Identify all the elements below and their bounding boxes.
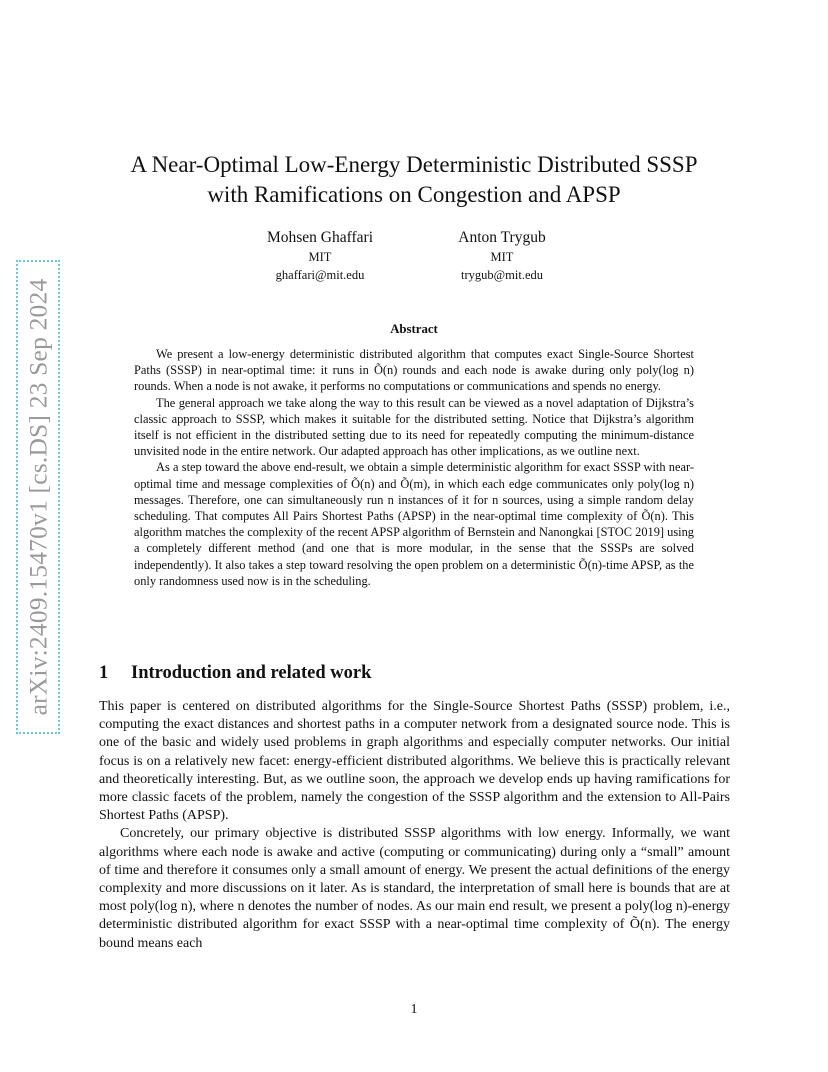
author-name: Mohsen Ghaffari [266,229,374,246]
author-1 [220,228,420,284]
author-name: Anton Trygub [458,229,546,246]
author-affiliation: MIT [308,250,332,264]
body-text [99,698,730,953]
section-heading [99,663,371,684]
author-2 [402,228,602,284]
abstract-paragraph: As a step toward the above end-result, we obtain a simple deterministic algorithm for exact SSSP with near-optimal time and message complexities of Õ(n) and Õ(m), in which each edge communicates only poly(log n) messages. Therefore, one can simultaneously run n instances of it for n sources, using a simple random delay scheduling. That computes All Pairs Shortest Paths (APSP) in the near-optimal time complexity of Õ(n). This algorithm matches the complexity of the recent APSP algorithm of Bernstein and Nanongkai [STOC 2019] using a completely different method (and one that is more modular, in the sense that the SSSPs are solved independently). It also takes a step toward resolving the open problem on a deterministic Õ(n)-time APSP, as the only randomness used now is in the scheduling. [134,460,694,588]
body-paragraph: This paper is centered on distributed algorithms for the Single-Source Shortest Paths (SSSP) problem, i.e., computing the exact distances and shortest paths in a computer network from a designated source node. This is one of the basic and widely used problems in graph algorithms and especially computer networks. Our initial focus is on a relatively new facet: energy-efficient distributed algorithms. We believe this is practically relevant and theoretically interesting. But, as we outline soon, the approach we develop ends up having ramifications for more classic facets of the problem, namely the congestion of the SSSP algorithm and the extension to All-Pairs Shortest Paths (APSP). [99,699,730,824]
abstract-paragraph: We present a low-energy deterministic distributed algorithm that computes exact Single-Source Shortest Paths (SSSP) in near-optimal time: it runs in Õ(n) rounds and each node is awake during only poly(log n) rounds. When a node is not awake, it performs no computations or communications and spends no energy. [134,347,694,394]
title-line-1: A Near-Optimal Low-Energy Deterministic Distributed SSSP [130,152,698,177]
author-email[interactable]: ghaffari@mit.edu [275,268,365,282]
paper-title [0,150,828,210]
arxiv-identifier-text: arXiv:2409.15470v1 [cs.DS] 23 Sep 2024 [23,278,53,716]
page-number: 1 [410,1002,418,1017]
author-affiliation: MIT [490,250,514,264]
abstract-heading: Abstract [390,322,438,336]
abstract-body [134,346,694,589]
section-title: Introduction and related work [131,663,372,683]
title-line-2: with Ramifications on Congestion and APSP [207,182,621,207]
abstract-paragraph: The general approach we take along the way to this result can be viewed as a novel adaptation of Dijkstra’s classic approach to SSSP, which makes it suitable for the distributed setting. Notice that Dijkstra’s algorithm itself is not efficient in the distributed setting due to its need for repeatedly computing the minimum-distance unvisited node in the entire network. Our adapted approach has other implications, as we outline next. [134,395,694,459]
author-email[interactable]: trygub@mit.edu [461,268,543,282]
section-number: 1 [99,663,109,683]
body-paragraph: Concretely, our primary objective is distributed SSSP algorithms with low energy. Informally, we want algorithms where each node is awake and active (computing or communicating) during only a “small” amount of time and therefore it consumes only a small amount of energy. We present the actual definitions of the energy complexity and more discussions on it later. As is standard, the interpretation of small here is bounds that are at most poly(log n), where n denotes the number of nodes. As our main end result, we present a poly(log n)-energy deterministic distributed algorithm for exact SSSP with a near-optimal time complexity of Õ(n). The energy bound means each [99,826,730,951]
